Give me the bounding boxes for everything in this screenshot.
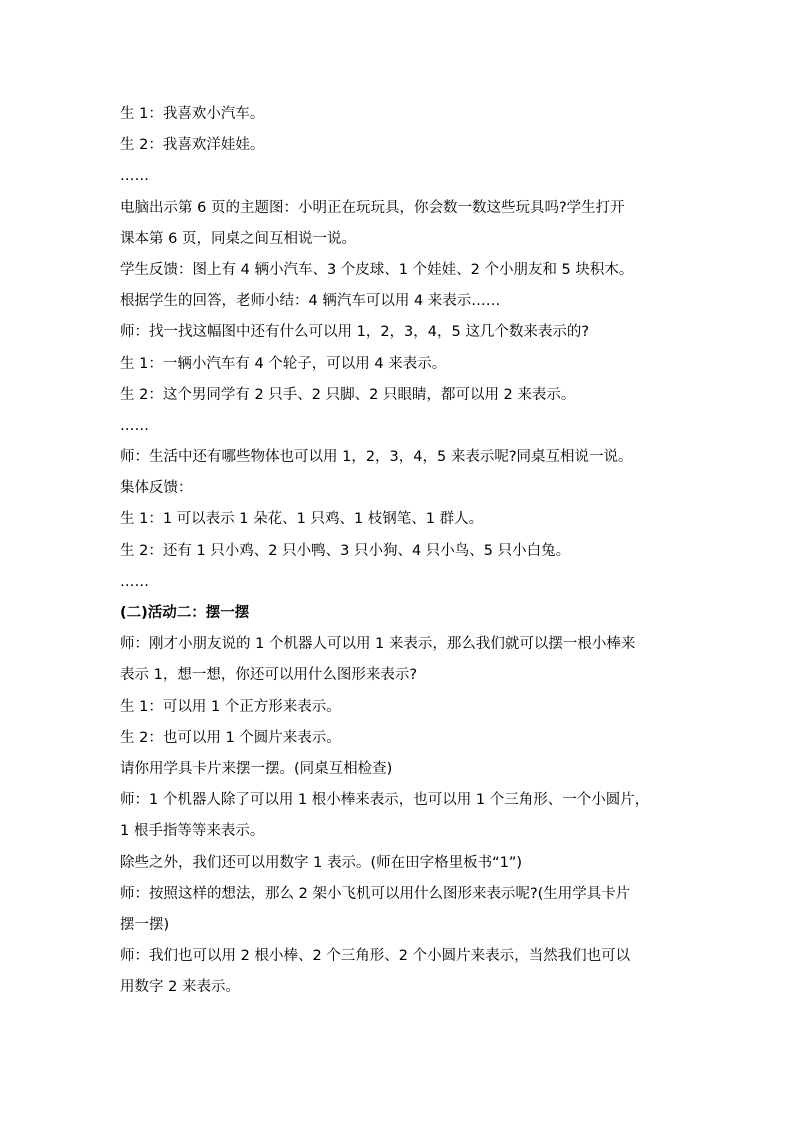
text-line: 课本第 6 页，同桌之间互相说一说。: [120, 230, 356, 247]
text-line: 摆一摆): [120, 916, 170, 933]
text-line: 师：生活中还有哪些物体也可以用 1，2，3，4，5 来表示呢?同桌互相说一说。: [120, 449, 633, 466]
text-line: 根据学生的回答，老师小结：4 辆汽车可以用 4 来表示……: [120, 293, 501, 310]
text-line: 生 1：1 可以表示 1 朵花、1 只鸡、1 枝钢笔、1 群人。: [120, 511, 484, 528]
text-line: 生 2：还有 1 只小鸡、2 只小鸭、3 只小狗、4 只小鸟、5 只小白兔。: [120, 542, 571, 559]
text-line: 师：刚才小朋友说的 1 个机器人可以用 1 来表示，那么我们就可以摆一根小棒来: [120, 636, 636, 653]
document-body: [120, 99, 680, 1003]
text-line: 请你用学具卡片来摆一摆。(同桌互相检查): [120, 760, 393, 777]
text-line: 生 1：一辆小汽车有 4 个轮子，可以用 4 来表示。: [120, 355, 447, 372]
text-line: 生 2：我喜欢洋娃娃。: [120, 137, 265, 154]
text-line: 生 1：我喜欢小汽车。: [120, 106, 265, 122]
text-line: 除些之外，我们还可以用数字 1 表示。(师在田字格里板书“1”): [120, 854, 523, 871]
text-line: 电脑出示第 6 页的主题图：小明正在玩玩具，你会数一数这些玩具吗?学生打开: [120, 199, 625, 216]
text-line: 表示 1，想一想，你还可以用什么图形来表示?: [120, 667, 418, 684]
text-line: 集体反馈：: [120, 480, 193, 497]
text-line: 师：我们也可以用 2 根小棒、2 个三角形、2 个小圆片来表示，当然我们也可以: [120, 948, 631, 965]
text-line: 生 2：也可以用 1 个圆片来表示。: [120, 729, 341, 746]
text-line: 师：找一找这幅图中还有什么可以用 1，2，3，4，5 这几个数来表示的?: [120, 324, 590, 341]
text-line: 师：1 个机器人除了可以用 1 根小棒来表示，也可以用 1 个三角形、一个小圆片，: [120, 792, 650, 809]
ellipsis-line: ……: [120, 417, 149, 434]
section-heading: (二)活动二：摆一摆: [120, 605, 250, 621]
text-line: 生 2：这个男同学有 2 只手、2 只脚、2 只眼睛，都可以用 2 来表示。: [120, 386, 576, 403]
text-line: 1 根手指等等来表示。: [120, 823, 265, 840]
ellipsis-line: ……: [120, 168, 149, 185]
ellipsis-line: ……: [120, 573, 149, 590]
text-line: 学生反馈：图上有 4 辆小汽车、3 个皮球、1 个娃娃、2 个小朋友和 5 块积木。: [120, 261, 634, 278]
text-line: 师：按照这样的想法，那么 2 架小飞机可以用什么图形来表示呢?(生用学具卡片: [120, 885, 631, 902]
text-line: 用数字 2 来表示。: [120, 979, 240, 996]
text-line: 生 1：可以用 1 个正方形来表示。: [120, 698, 341, 715]
